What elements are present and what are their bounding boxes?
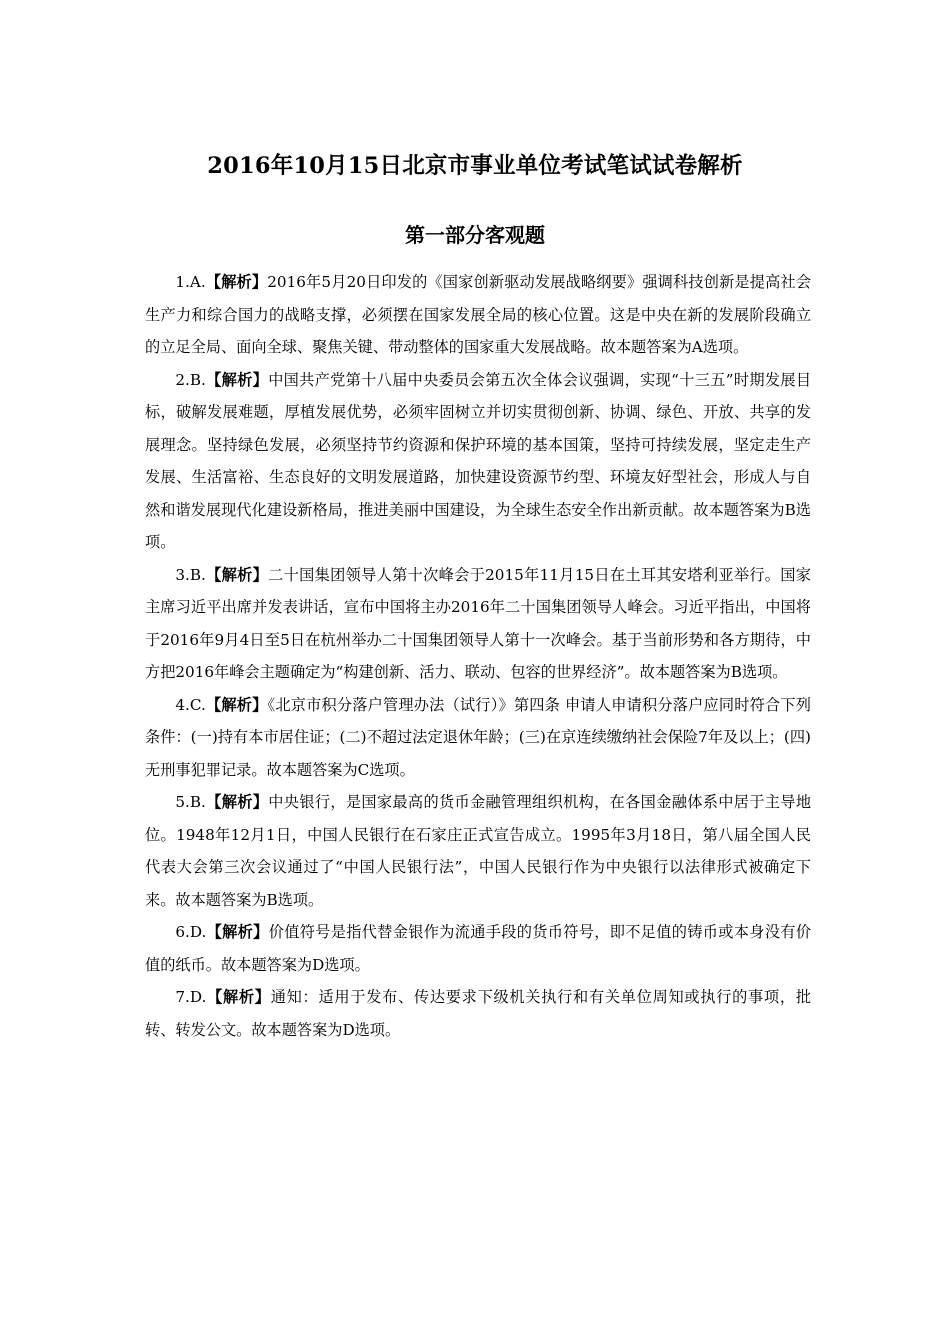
answer-paragraph-7	[145, 981, 811, 1046]
analysis-tag: 【解析】	[205, 793, 269, 811]
answer-text: 二十国集团领导人第十次峰会于2015年11月15日在土耳其安塔利亚举行。国家主席习近平出席并发表讲话，宣布中国将主办2016年二十国集团领导人峰会。习近平指出，中国将于2016年9月4日至5日在杭州举办二十国集团领导人第十一次峰会。基于当前形势和各方期待，中方把2016年峰会主题确定为“构建创新、活力、联动、包容的世界经济”。故本题答案为B选项。	[145, 565, 811, 681]
answer-paragraph-1	[145, 266, 811, 364]
answer-text: 中国共产党第十八届中央委员会第五次全体会议强调，实现“十三五”时期发展目标，破解发展难题，厚植发展优势，必须牢固树立并切实贯彻创新、协调、绿色、开放、共享的发展理念。坚持绿色发展，必须坚持节约资源和保护环境的基本国策，坚持可持续发展，坚定走生产发展、生活富裕、生态良好的文明发展道路，加快建设资源节约型、环境友好型社会，形成人与自然和谐发展现代化建设新格局，推进美丽中国建设，为全球生态安全作出新贡献。故本题答案为B选项。	[145, 370, 812, 551]
answer-text: 2016年5月20日印发的《国家创新驱动发展战略纲要》强调科技创新是提高社会生产力和综合国力的战略支撑，必须摆在国家发展全局的核心位置。这是中央在新的发展阶段确立的立足全局、面向全球、聚焦关键、带动整体的国家重大发展战略。故本题答案为A选项。	[145, 273, 812, 356]
analysis-tag: 【解析】	[205, 695, 268, 714]
answer-number: 1.A.	[175, 273, 206, 291]
answer-number: 4.C.	[175, 695, 206, 714]
answer-paragraph-6	[145, 916, 811, 981]
analysis-tag: 【解析】	[205, 565, 269, 584]
answer-text: 价值符号是指代替金银作为流通手段的货币符号，即不足值的铸币或本身没有价值的纸币。故本题答案为D选项。	[145, 923, 812, 974]
answer-text: 通知：适用于发布、传达要求下级机关执行和有关单位周知或执行的事项，批转、转发公文。故本题答案为D选项。	[145, 988, 812, 1039]
document-title: 2016年10月15日北京市事业单位考试笔试试卷解析	[207, 153, 743, 179]
answer-number: 6.D.	[175, 923, 207, 941]
answer-paragraph-4	[145, 689, 811, 787]
section-title: 第一部分客观题	[405, 223, 545, 247]
answer-number: 5.B.	[175, 793, 206, 811]
answer-number: 3.B.	[175, 565, 206, 584]
answer-text: 中央银行，是国家最高的货币金融管理组织机构，在各国金融体系中居于主导地位。1948年12月1日，中国人民银行在石家庄正式宣告成立。1995年3月18日，第八届全国人民代表大会第三次会议通过了“中国人民银行法”，中国人民银行作为中央银行以法律形式被确定下来。故本题答案为B选项。	[145, 793, 812, 909]
answer-paragraph-3	[145, 559, 811, 689]
analysis-tag: 【解析】	[206, 923, 269, 941]
answer-text: 《北京市积分落户管理办法（试行）》第四条 申请人申请积分落户应同时符合下列条件：(一)持有本市居住证；(二)不超过法定退休年龄；(三)在京连续缴纳社会保险7年及以上；(四)无刑事犯罪记录。故本题答案为C选项。	[145, 695, 811, 779]
answer-number: 2.B.	[175, 370, 206, 389]
answer-paragraph-5	[145, 786, 811, 916]
analysis-tag: 【解析】	[206, 988, 271, 1006]
analysis-tag: 【解析】	[205, 370, 269, 389]
analysis-tag: 【解析】	[205, 273, 268, 291]
answer-paragraph-2	[145, 364, 811, 559]
answer-list	[145, 266, 811, 1046]
answer-number: 7.D.	[175, 988, 207, 1006]
